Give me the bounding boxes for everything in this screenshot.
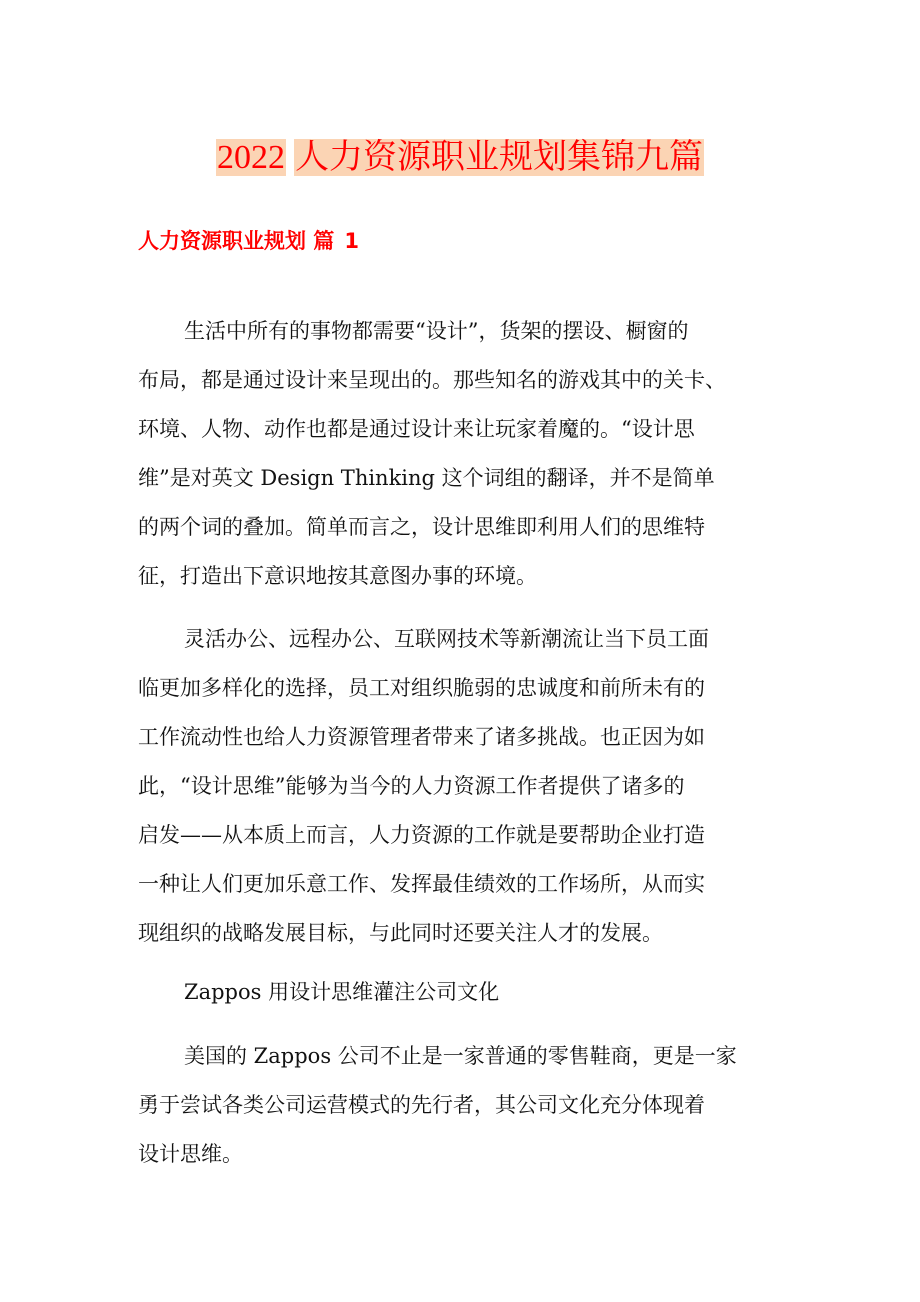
paragraph-line: 布局，都是通过设计来呈现出的。那些知名的游戏其中的关卡、 [138, 368, 726, 392]
paragraph-line: 设计思维。 [138, 1142, 243, 1166]
document-title [0, 136, 920, 180]
paragraph-line: 现组织的战略发展目标，与此同时还要关注人才的发展。 [138, 921, 663, 945]
paragraph-line: 征，打造出下意识地按其意图办事的环境。 [138, 564, 537, 588]
title-year: 2022 [217, 139, 285, 176]
paragraph-line: 灵活办公、远程办公、互联网技术等新潮流让当下员工面 [184, 627, 709, 651]
paragraph-line: Zappos 用设计思维灌注公司文化 [184, 980, 500, 1004]
paragraph-line: 勇于尝试各类公司运营模式的先行者，其公司文化充分体现着 [138, 1093, 705, 1117]
paragraph-line: 启发——从本质上而言，人力资源的工作就是要帮助企业打造 [138, 823, 705, 847]
paragraph-4 [138, 1032, 778, 1179]
section-heading-text: 人力资源职业规划 篇 [138, 228, 335, 253]
paragraph-line: 临更加多样化的选择，员工对组织脆弱的忠诚度和前所未有的 [138, 676, 705, 700]
paragraph-line: 维”是对英文 Design Thinking 这个词组的翻译，并不是简单 [138, 466, 715, 490]
paragraph-line: 此，“设计思维”能够为当今的人力资源工作者提供了诸多的 [138, 774, 685, 798]
paragraph-line: 环境、人物、动作也都是通过设计来让玩家着魔的。“设计思 [138, 417, 695, 441]
paragraph-line: 一种让人们更加乐意工作、发挥最佳绩效的工作场所，从而实 [138, 872, 705, 896]
paragraph-line: 美国的 Zappos 公司不止是一家普通的零售鞋商，更是一家 [184, 1044, 737, 1068]
paragraph-line: 工作流动性也给人力资源管理者带来了诸多挑战。也正因为如 [138, 725, 705, 749]
paragraph-1 [138, 307, 778, 601]
paragraph-2 [138, 615, 778, 958]
paragraph-line: 的两个词的叠加。简单而言之，设计思维即利用人们的思维特 [138, 515, 705, 539]
paragraph-line: 生活中所有的事物都需要“设计”，货架的摆设、橱窗的 [184, 319, 689, 343]
title-text: 人力资源职业规划集锦九篇 [295, 139, 703, 176]
section-heading [138, 226, 359, 256]
section-heading-number: 1 [344, 229, 359, 253]
paragraph-3 [138, 968, 778, 1017]
